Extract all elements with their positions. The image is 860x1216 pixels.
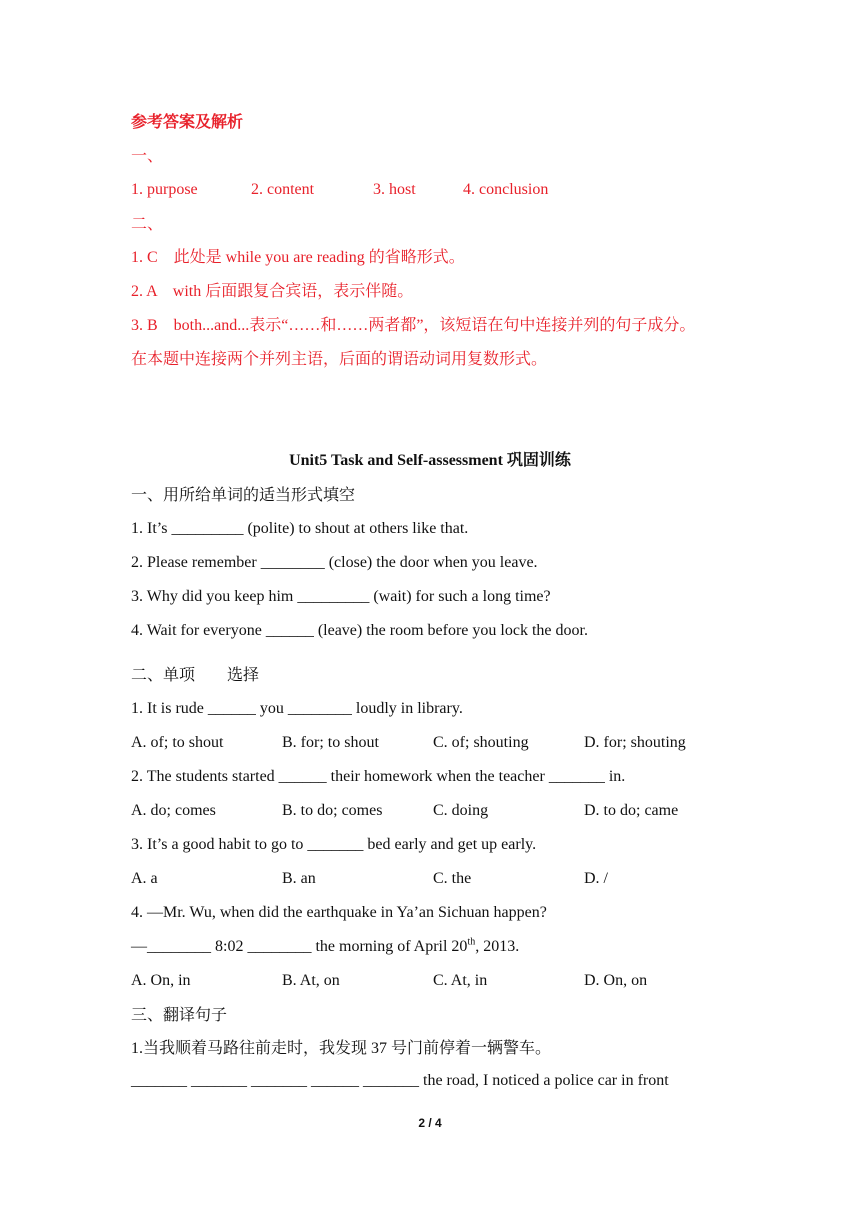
option: D. On, on bbox=[584, 972, 648, 989]
fill-blank-item: 2. Please remember ________ (close) the door when you leave. bbox=[131, 554, 538, 571]
mc-question-4: 4. —Mr. Wu, when did the earthquake in Ya’an Sichuan happen? bbox=[131, 904, 547, 921]
mc-options-4 bbox=[131, 971, 731, 991]
answers-section-2-label: 二、 bbox=[131, 214, 164, 233]
fill-blank-item: 4. Wait for everyone ______ (leave) the room before you lock the door. bbox=[131, 622, 588, 639]
option: D. / bbox=[584, 870, 608, 887]
option: B. an bbox=[282, 870, 316, 887]
answer-explanation-3: 3. B both...and...表示“……和……两者都”，该短语在句中连接并列的句子成分。 bbox=[131, 317, 696, 334]
option: A. a bbox=[131, 870, 158, 887]
option: C. the bbox=[433, 870, 472, 887]
reply-text: —________ 8:02 ________ the morning of April 20 bbox=[131, 938, 468, 955]
fill-blank-item: 1. It’s _________ (polite) to shout at others like that. bbox=[131, 520, 469, 537]
answer-explanation-1: 1. C 此处是 while you are reading 的省略形式。 bbox=[131, 249, 465, 266]
exercise-title: Unit5 Task and Self-assessment 巩固训练 bbox=[289, 452, 571, 469]
ordinal-suffix: th bbox=[467, 936, 476, 948]
answer-explanation-3-continued: 在本题中连接两个并列主语，后面的谓语动词用复数形式。 bbox=[131, 351, 548, 368]
option: B. for; to shout bbox=[282, 734, 379, 751]
part1-heading: 一、用所给单词的适当形式填空 bbox=[131, 485, 356, 504]
option: B. to do; comes bbox=[282, 802, 383, 819]
answers-section-1-label: 一、 bbox=[131, 146, 164, 165]
answer-item: 3. host bbox=[373, 181, 416, 198]
page-number: 2 / 4 bbox=[418, 1116, 442, 1130]
reply-text-end: , 2013. bbox=[475, 938, 520, 955]
mc-question-3: 3. It’s a good habit to go to _______ bed early and get up early. bbox=[131, 836, 537, 853]
mc-options-2 bbox=[131, 801, 731, 821]
mc-question-1: 1. It is rude ______ you ________ loudly in library. bbox=[131, 700, 463, 717]
answer-item: 4. conclusion bbox=[463, 181, 549, 198]
part3-heading: 三、翻译句子 bbox=[131, 1005, 228, 1024]
option: C. of; shouting bbox=[433, 734, 529, 751]
option: D. for; shouting bbox=[584, 734, 686, 751]
option: A. of; to shout bbox=[131, 734, 224, 751]
answers-heading: 参考答案及解析 bbox=[131, 112, 244, 131]
option: A. do; comes bbox=[131, 802, 216, 819]
option: D. to do; came bbox=[584, 802, 679, 819]
fill-blank-item: 3. Why did you keep him _________ (wait) for such a long time? bbox=[131, 588, 551, 605]
part2-heading: 二、单项 选择 bbox=[131, 665, 260, 684]
answer-item: 1. purpose bbox=[131, 181, 198, 198]
option: C. At, in bbox=[433, 972, 488, 989]
option: B. At, on bbox=[282, 972, 340, 989]
mc-question-4-reply bbox=[131, 937, 519, 957]
answer-item: 2. content bbox=[251, 181, 315, 198]
mc-options-1 bbox=[131, 733, 731, 753]
mc-options-3 bbox=[131, 869, 731, 889]
answers-section-1-items bbox=[131, 180, 731, 200]
mc-question-2: 2. The students started ______ their homework when the teacher _______ in. bbox=[131, 768, 626, 785]
answer-explanation-2: 2. A with 后面跟复合宾语，表示伴随。 bbox=[131, 283, 414, 300]
translation-answer-line-1: _______ _______ _______ ______ _______ the road, I noticed a police car in front bbox=[131, 1072, 669, 1089]
option: C. doing bbox=[433, 802, 489, 819]
option: A. On, in bbox=[131, 972, 191, 989]
translation-prompt-1: 1.当我顺着马路往前走时，我发现 37 号门前停着一辆警车。 bbox=[131, 1040, 552, 1057]
